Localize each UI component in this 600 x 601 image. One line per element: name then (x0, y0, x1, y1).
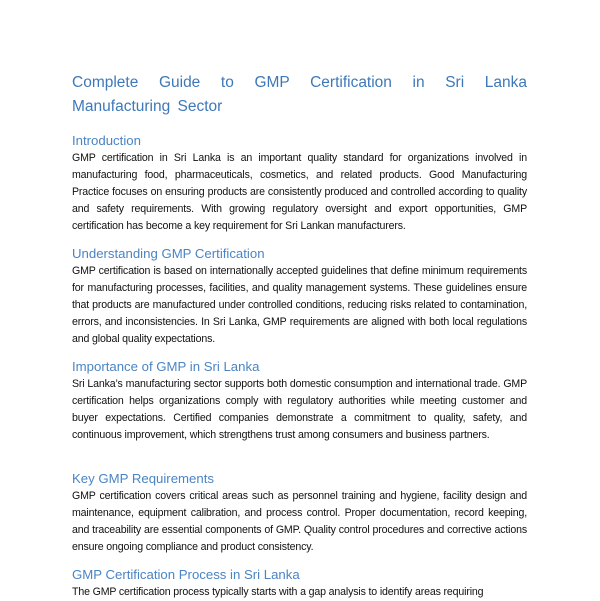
section-heading: Introduction (72, 133, 141, 148)
section-heading: Key GMP Requirements (72, 471, 214, 486)
section-body: Sri Lanka’s manufacturing sector supports both domestic consumption and international trade. GMP certification helps organizations comply with regulatory authorities while meeting customer and buyer expectations. Certified companies demonstrate a commitment to quality, safety, and continuous improvement, which strengthens trust among consumers and business partners. (72, 378, 527, 441)
section-introduction (72, 132, 527, 235)
section-importance-of-gmp (72, 358, 527, 444)
section-heading: GMP Certification Process in Sri Lanka (72, 567, 300, 582)
section-body: GMP certification is based on internationally accepted guidelines that define minimum requirements for manufacturing processes, facilities, and quality management systems. These guidelines ensure that products are manufactured under controlled conditions, reducing risks related to contamination, errors, and inconsistencies. In Sri Lanka, GMP requirements are aligned with both local regulations and global quality expectations. (72, 265, 527, 345)
section-heading: Understanding GMP Certification (72, 246, 265, 261)
section-body: The GMP certification process typically starts with a gap analysis to identify areas requiring (72, 586, 484, 598)
section-key-requirements (72, 470, 527, 556)
section-certification-process (72, 566, 527, 601)
section-understanding-gmp (72, 245, 527, 348)
document-title: Complete Guide to GMP Certification in Sri Lanka Manufacturing Sector (72, 74, 527, 115)
section-heading: Importance of GMP in Sri Lanka (72, 359, 260, 374)
section-body: GMP certification covers critical areas such as personnel training and hygiene, facility design and maintenance, equipment calibration, and process control. Proper documentation, record keeping, and traceability are essential components of GMP. Quality control procedures and corrective actions ensure ongoing compliance and product consistency. (72, 490, 527, 553)
section-body: GMP certification in Sri Lanka is an important quality standard for organizations involved in manufacturing food, pharmaceuticals, cosmetics, and related products. Good Manufacturing Practice focuses on ensuring products are consistently produced and controlled according to quality and safety requirements. With growing regulatory oversight and export opportunities, GMP certification has become a key requirement for Sri Lankan manufacturers. (72, 152, 527, 232)
